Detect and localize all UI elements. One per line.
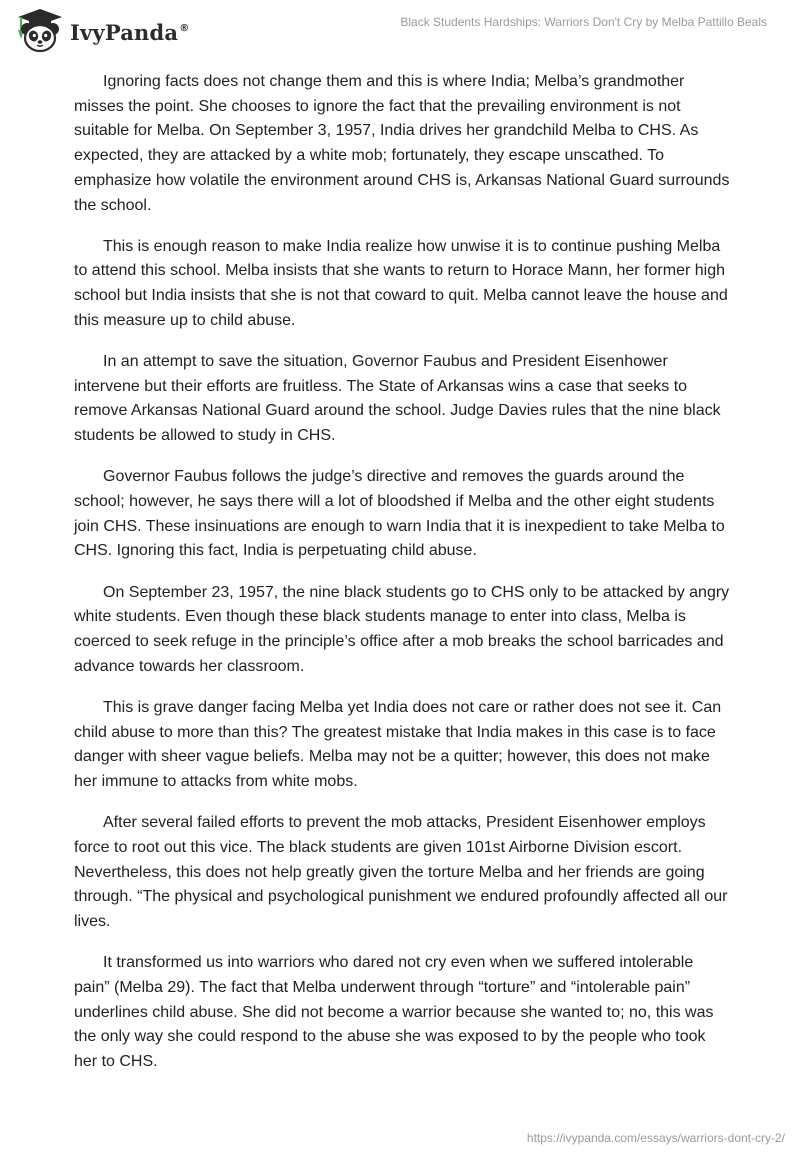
essay-body	[74, 70, 730, 1091]
registered-mark: ®	[179, 22, 190, 34]
paragraph-2: This is enough reason to make India realize how unwise it is to continue pushing Melba to attend this school. Melba insists that she wants to return to Horace Mann, her former high school but India insists that she is not that coward to quit. Melba cannot leave the house and this measure up to child abuse.	[74, 237, 728, 329]
page-header	[0, 0, 800, 60]
source-url[interactable]: https://ivypanda.com/essays/warriors-dont-cry-2/	[526, 1131, 785, 1145]
document-title: Black Students Hardships: Warriors Don't Cry by Melba Pattillo Beals	[400, 15, 767, 29]
ivypanda-logo[interactable]	[16, 8, 189, 54]
brand-name	[70, 20, 189, 45]
panda-graduate-icon	[16, 8, 64, 54]
paragraph-5: On September 23, 1957, the nine black students go to CHS only to be attacked by angry white students. Even though these black students manage to enter into class, Melba is coerced to seek refuge in the principle’s office after a mob breaks the school barricades and advance towards her classroom.	[74, 583, 730, 675]
paragraph-1: Ignoring facts does not change them and this is where India; Melba’s grandmother misses the point. She chooses to ignore the fact that the prevailing environment is not suitable for Melba. On September 3, 1957, India drives her grandchild Melba to CHS. As expected, they are attacked by a white mob; fortunately, they escape unscathed. To emphasize how volatile the environment around CHS is, Arkansas National Guard surrounds the school.	[74, 73, 730, 214]
brand-name-text: IvyPanda	[70, 19, 179, 45]
paragraph-3: In an attempt to save the situation, Governor Faubus and President Eisenhower intervene but their efforts are fruitless. The State of Arkansas wins a case that seeks to remove Arkansas National Guard around the school. Judge Davies rules that the nine black students be allowed to study in CHS.	[74, 353, 721, 445]
paragraph-8: It transformed us into warriors who dared not cry even when we suffered intolerable pain” (Melba 29). The fact that Melba underwent through “torture” and “intolerable pain” underlines child abuse. She did not become a warrior because she wanted to; no, this was the only way she could respond to the abuse she was exposed to by the people who took her to CHS.	[74, 954, 714, 1071]
paragraph-7: After several failed efforts to prevent the mob attacks, President Eisenhower employs force to root out this vice. The black students are given 101st Airborne Division escort. Nevertheless, this does not help greatly given the torture Melba and her friends are going through. “The physical and psychological punishment we endured profoundly affected all our lives.	[74, 814, 728, 931]
paragraph-4: Governor Faubus follows the judge’s directive and removes the guards around the school; however, he says there will a lot of bloodshed if Melba and the other eight students join CHS. These insinuations are enough to warn India that it is inexpedient to take Melba to CHS. Ignoring this fact, India is perpetuating child abuse.	[74, 468, 725, 560]
paragraph-6: This is grave danger facing Melba yet India does not care or rather does not see it. Can child abuse to more than this? The greatest mistake that India makes in this case is to face danger with sheer vague beliefs. Melba may not be a quitter; however, this does not make her immune to attacks from white mobs.	[74, 698, 722, 791]
